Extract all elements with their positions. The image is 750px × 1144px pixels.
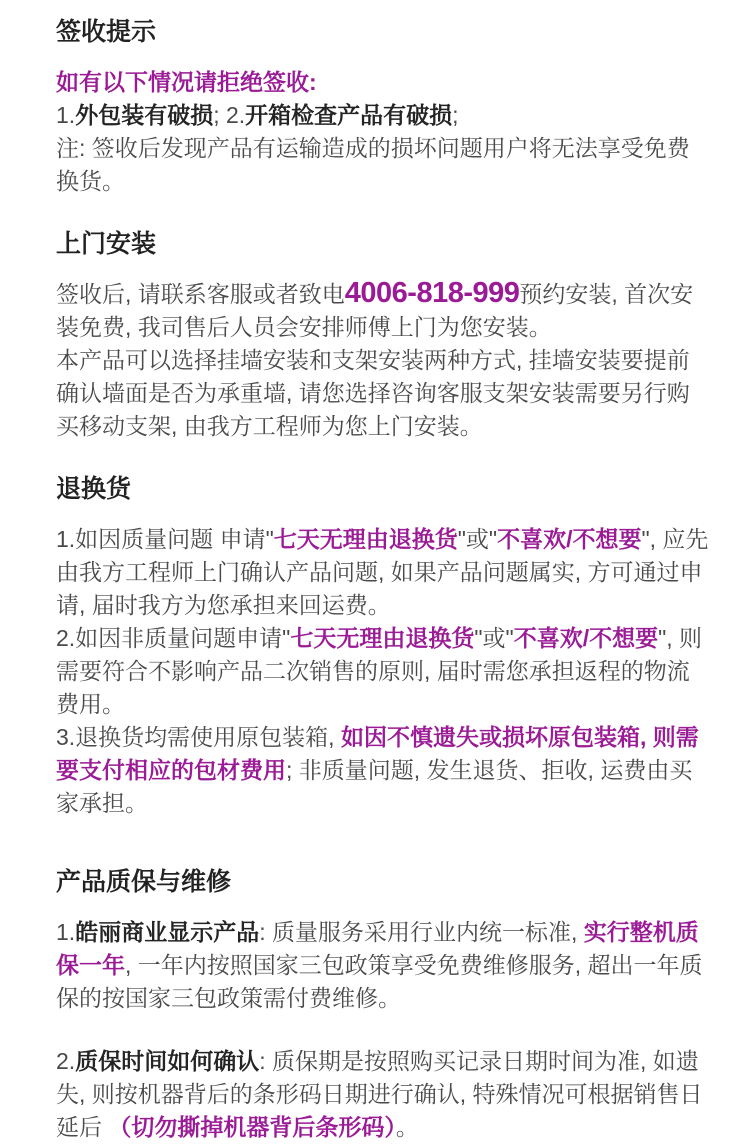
paragraph-return-packaging: [56, 721, 710, 820]
paragraph-return-non-quality-issue: [56, 622, 710, 721]
section-sign-off-tips: [56, 16, 710, 198]
paragraph-warranty-policy: [56, 916, 710, 1015]
text-run: ; 非质量问题, 发生退货、拒收, 运费由买家承担。: [56, 757, 693, 816]
text-run: : 质保期是按照购买记录日期时间为准, 如遗失, 则按机器背后的条形码日期进行确认, 特殊情况可根据销售日延后: [56, 1048, 703, 1140]
text-run-one-year-warranty: 实行整机质保一年: [56, 919, 699, 978]
paragraph-installation-options: [56, 344, 710, 443]
text-run: 1.: [56, 919, 76, 945]
text-run-damaged-package: 外包装有破损: [75, 102, 214, 128]
paragraph-reject-conditions-list: [56, 99, 710, 132]
section-installation: [56, 228, 710, 443]
service-phone-number: 4006-818-999: [344, 277, 520, 309]
section-warranty: [56, 866, 710, 1144]
text-run-note: 注: 签收后发现产品有运输造成的损坏问题用户将无法享受免费换货。: [56, 135, 690, 194]
section-title-installation: 上门安装: [56, 230, 157, 258]
paragraph-sign-off-note: [56, 132, 710, 198]
text-run-warranty-date-check: 质保时间如何确认: [75, 1048, 260, 1074]
text-run: 签收后, 请联系客服或者致电: [56, 281, 345, 307]
text-run-damaged-product: 开箱检查产品有破损: [245, 102, 453, 128]
section-title-returns: 退换货: [56, 475, 132, 503]
text-run: 2.: [56, 1048, 76, 1074]
text-run: 预约安装, 首次安装免费, 我司售后人员会安排师傅上门为您安装。: [56, 281, 694, 340]
paragraph-reject-conditions-intro: [56, 66, 710, 99]
text-run: "或": [457, 526, 498, 552]
text-run: , 一年内按照国家三包政策享受免费维修服务, 超出一年质保的按国家三包政策需付费维修。: [56, 952, 703, 1011]
text-run-packaging-fee-warning: 如因不慎遗失或损坏原包装箱, 则需要支付相应的包材费用: [56, 724, 699, 783]
text-run: 。: [395, 1114, 419, 1140]
paragraph-installation-booking: [56, 278, 710, 344]
text-run: "或": [474, 625, 514, 651]
section-title-sign-off-tips: 签收提示: [56, 18, 157, 46]
text-run-seven-day-return: 七天无理由退换货: [273, 526, 458, 552]
text-run: ", 应先由我方工程师上门确认产品问题, 如果产品问题属实, 方可通过申请, 届时我方为您承担来回运费。: [56, 526, 709, 618]
text-run-dislike-return: 不喜欢/不想要: [513, 625, 659, 651]
section-title-warranty: 产品质保与维修: [56, 868, 232, 896]
text-run: 1.: [56, 102, 76, 128]
text-run: 1.如因质量问题 申请": [56, 526, 274, 552]
text-run: ;: [452, 102, 459, 128]
text-run: 2.如因非质量问题申请": [56, 625, 291, 651]
text-run: : 质量服务采用行业内统一标准,: [259, 919, 584, 945]
text-run-dislike-return: 不喜欢/不想要: [497, 526, 642, 552]
paragraph-return-quality-issue: [56, 523, 710, 622]
text-run: 3.退换货均需使用原包装箱,: [56, 724, 341, 750]
text-run-brand-product: 皓丽商业显示产品: [75, 919, 260, 945]
text-run: 本产品可以选择挂墙安装和支架安装两种方式, 挂墙安装要提前确认墙面是否为承重墙, 请您选择咨询客服支架安装需要另行购买移动支架, 由我方工程师为您上门安装。: [56, 347, 690, 439]
section-returns: [56, 473, 710, 820]
text-run: ; 2.: [213, 102, 246, 128]
text-run-reject-warning: 如有以下情况请拒绝签收:: [56, 69, 317, 95]
text-run-barcode-warning: （切勿撕掉机器背后条形码）: [102, 1114, 396, 1140]
paragraph-warranty-confirmation: [56, 1045, 710, 1144]
text-run: ", 则需要符合不影响产品二次销售的原则, 届时需您承担返程的物流费用。: [56, 625, 703, 717]
text-run-seven-day-return: 七天无理由退换货: [290, 625, 475, 651]
